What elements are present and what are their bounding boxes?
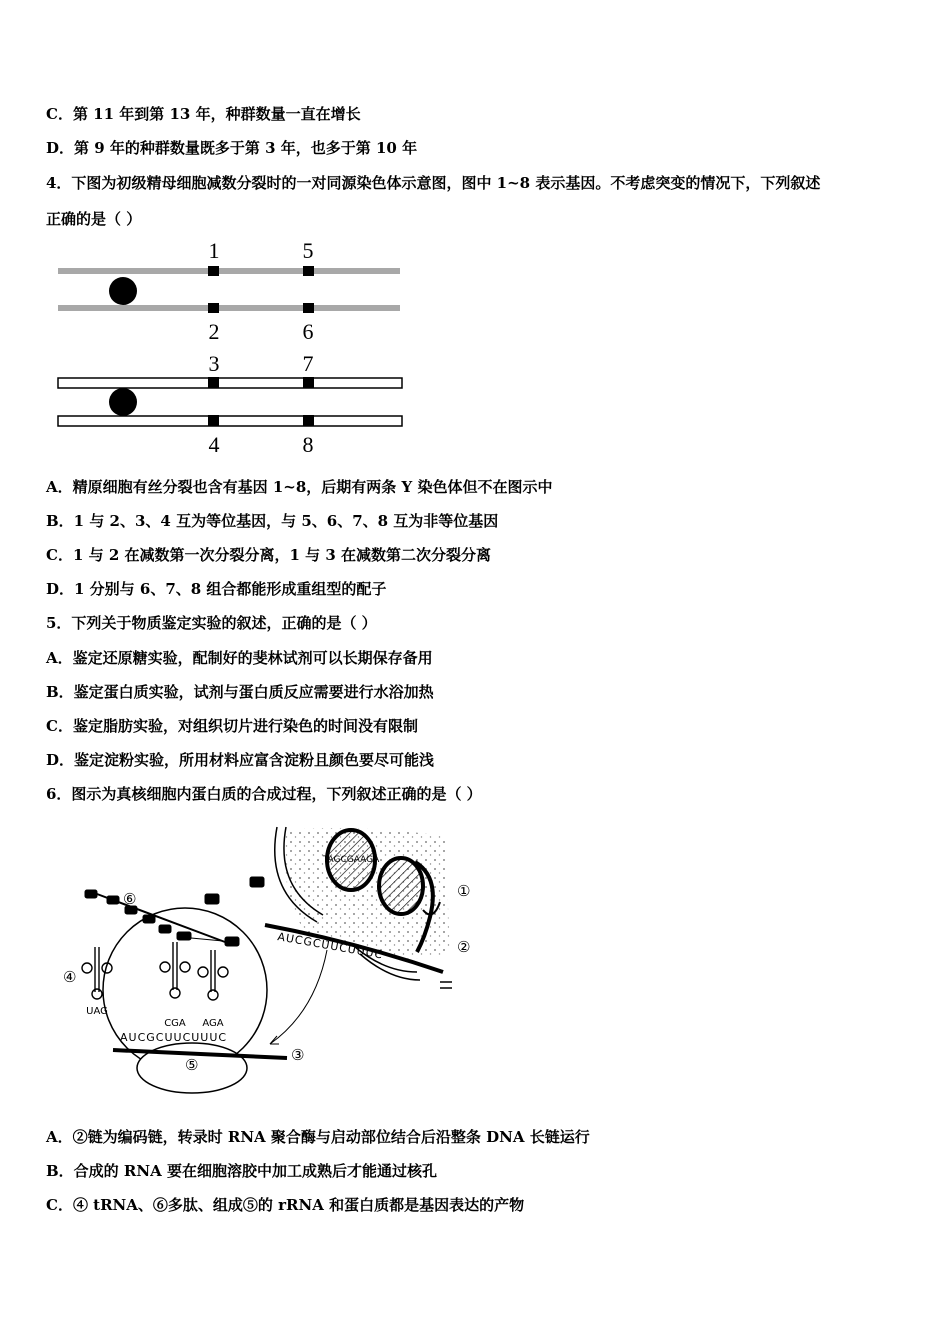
- anticodon: CGA: [164, 1018, 186, 1029]
- gene-label: 8: [302, 432, 314, 457]
- gene-label: 2: [208, 319, 220, 344]
- q5-option-b: B．鉴定蛋白质实验，试剂与蛋白质反应需要进行水浴加热: [46, 683, 434, 701]
- mrna-sequence-bottom: AUCGCUUCUUUC: [120, 1031, 228, 1044]
- centromere-top: [109, 277, 137, 305]
- protein-synthesis-figure: [55, 822, 485, 1097]
- q4-option-d: D．1 分别与 6、7、8 组合都能形成重组型的配子: [46, 580, 387, 598]
- q6-option-b: B．合成的 RNA 要在细胞溶胶中加工成熟后才能通过核孔: [46, 1162, 437, 1180]
- gene-label: 6: [302, 319, 314, 344]
- homologous-chromosome-figure: [50, 235, 410, 460]
- q6-stem: 6．图示为真核细胞内蛋白质的合成过程，下列叙述正确的是（ ）: [46, 785, 482, 803]
- q5-option-a: A．鉴定还原糖实验，配制好的斐林试剂可以长期保存备用: [46, 649, 433, 667]
- anticodon: UAG: [86, 1006, 108, 1017]
- gene-label: 7: [302, 351, 314, 376]
- q4-stem-line1: 4．下图为初级精母细胞减数分裂时的一对同源染色体示意图，图中 1~8 表示基因。不考虑突变的情况下，下列叙述: [46, 174, 821, 192]
- gene-label: 4: [208, 432, 220, 457]
- q5-stem: 5．下列关于物质鉴定实验的叙述，正确的是（ ）: [46, 614, 377, 632]
- q5-option-c: C．鉴定脂肪实验，对组织切片进行染色的时间没有限制: [46, 717, 418, 735]
- marker-6: ⑥: [123, 890, 137, 908]
- gene-label: 3: [208, 351, 220, 376]
- anticodon: AGA: [202, 1018, 224, 1029]
- q3-option-d: D．第 9 年的种群数量既多于第 3 年，也多于第 10 年: [46, 139, 418, 157]
- marker-1: ①: [457, 882, 471, 900]
- q5-option-d: D．鉴定淀粉实验，所用材料应富含淀粉且颜色要尽可能浅: [46, 751, 435, 769]
- q3-option-c: C．第 11 年到第 13 年，种群数量一直在增长: [46, 105, 361, 123]
- q4-option-c: C．1 与 2 在减数第一次分裂分离，1 与 3 在减数第二次分裂分离: [46, 546, 492, 564]
- gene-label: 5: [302, 238, 314, 263]
- marker-3: ③: [291, 1046, 305, 1064]
- marker-5: ⑤: [185, 1056, 199, 1074]
- gene-label: 1: [208, 238, 220, 263]
- q4-stem-line2: 正确的是（ ）: [46, 210, 142, 228]
- marker-2: ②: [457, 938, 471, 956]
- q4-option-b: B．1 与 2、3、4 互为等位基因，与 5、6、7、8 互为非等位基因: [46, 512, 499, 530]
- mrna-sequence-top: AUCGCUUCUUUC: [276, 930, 385, 962]
- dna-bases: TAGCGAAGA: [322, 855, 380, 865]
- q6-option-c: C．④ tRNA、⑥多肽、组成⑤的 rRNA 和蛋白质都是基因表达的产物: [46, 1196, 525, 1214]
- q6-option-a: A．②链为编码链，转录时 RNA 聚合酶与启动部位结合后沿整条 DNA 长链运行: [46, 1128, 590, 1146]
- q4-option-a: A．精原细胞有丝分裂也含有基因 1~8，后期有两条 Y 染色体但不在图示中: [46, 478, 553, 496]
- centromere-bottom: [109, 388, 137, 416]
- marker-4: ④: [63, 968, 77, 986]
